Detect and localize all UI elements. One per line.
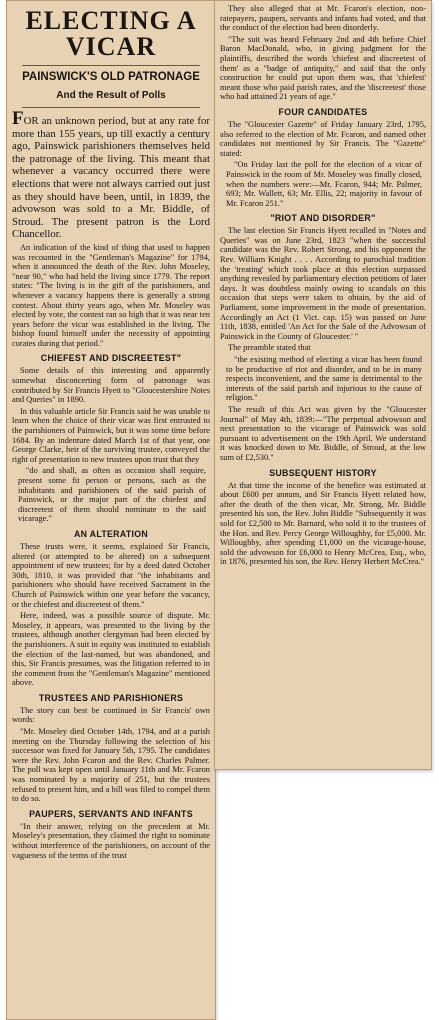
paragraph: The result of this Act was given by the "Gloucester Journal" of May 4th, 1839:—"The perpetual advowson and next presentation to the vicarage of Painswick was sold pursuant to advertisement on the 19th April. We understand it was knocked down to Mr. Biddle, of Stroud, at the low sum of £2,530." [220, 404, 426, 462]
headline: ELECTING A VICAR [25, 6, 197, 61]
left-column [6, 0, 216, 1020]
paragraph: Here, indeed, was a possible source of dispute. Mr. Moseley, it appears, was presented to the living by the trustees, although another clergyman had been elected by the parishioners. A suit in equity was instituted to establish the election of the last-named, but was abandoned, and this, Sir Francis presumes, was the litigation referred to in the comment from the "Gentleman's Magazine" mentioned above. [12, 611, 210, 688]
paragraph: The preamble stated that [228, 343, 311, 353]
paragraph: In this valuable article Sir Francis said he was unable to learn when the choice of their vicar was first entrusted to the parishioners of Painswick, but it was some time before 1684. By an indenture dated March 1st of that year, one George Clarke, heir of the surviving trustee, conveyed the right of presentation to new trustees upon trust that they [12, 406, 210, 464]
paragraph: "In their answer, relying on the precedent at Mr. Moseley's presentation, they claimed the right to nominate without interference of the parishioners, on account of the vagueness of the terms of the trust [12, 821, 210, 860]
drop-cap: F [12, 108, 24, 129]
paragraph: These trusts were, it seems, explained Sir Francis, altered (or attempted to be altered) on a subsequent appointment of new trustees; for by a deed dated October 30th, 1810, it was provided that "the inhabitants and parishioners who should have received Sacrament in the Church of Painswick within one year before the vacancy, or the chiefest and discreetest of them." [12, 541, 210, 609]
paragraph: They also alleged that at Mr. Fcaron's election, non-ratepayers, paupers, servants and infants had voted, and that the conduct of the election had been disorderly. [220, 4, 426, 33]
paragraph: The story can best be continued in Sir Francis' own words: [12, 705, 210, 725]
lead-text: OR an unknown period, but at any rate for more than 155 years, up till exactly a century ago, Painswick parishioners themselves held the patronage of the living. This meant that whenever a vacancy occurred there were elections that were not always carried out just as they should have been, until, in 1839, the advowson was sold to a Mr. Biddle, of Stroud. The present patron is the Lord Chancellor. [12, 115, 210, 241]
paragraph: At that time the income of the benefice was estimated at about £600 per annum, and Sir Francis Hyett related how, after the death of the then vicar, Mr. Strong, Mr. Biddle presented his son, the Rev. John Biddle "Subsequently it was sold for £2,500 to Mr. Barnard, who sold it to the trustees of the Hon. and Rev. Percy George Willoughby, for £5,000. Mr. Willoughby, after spending £1,000 on the vicarage-house, sold the advowson for £6,000 to Henry McCrea, Esq., who, in 1876, presented his son, the Rev. Henry Herbert McCrea." [220, 480, 426, 567]
paragraph: "The suit was heard February 2nd and 4th before Chief Baron MacDonald, who, in giving judgment for the plaintiffs, described the words 'chiefest and discreetest of them' as a "badge of antiquity," and said that the only construction he could put upon them was, that 'chiefest' meant those who paid parish rates, and the 'discreetest' those who had attained 21 years of age." [220, 34, 426, 102]
subheadline: PAINSWICK'S OLD PATRONAGE [22, 71, 200, 83]
section-heading-riot: "RIOT AND DISORDER" [270, 213, 376, 224]
clipping-left-column [6, 0, 216, 1020]
paragraph: The last election Sir Francis Hyett recalled in "Notes and Queries" was on June 23rd, 1823 "when the successful candidate was the Rev. Robert Strong, and his opponent the Rev. William Knight . . . . According to parochial tradition the 'treating' which took place at this election surpassed anything revealed by parliamentary election petitions of later days. It was doubtless mainly owing to scandals on this occasion that steps were taken to obtain, by the aid of Parliament, some improvement in the mode of presentation. Accordingly an Act (1 Vict. cap. 15) was passed on June 11th, 1838, entitled 'An Act for the Sale of the Advowsan of Painswick in the County of Gloucester.' " [220, 226, 426, 341]
quotation: "do and shall, as often as occasion shall require, present some fit person or persons, such as the inhabitants and parishioners of the said parish of Painswick, or the major part of the chiefest and discreetest of them should nominate to the said vicarage." [18, 466, 206, 524]
section-heading-four-candidates: FOUR CANDIDATES [278, 106, 368, 117]
lead-paragraph [12, 108, 210, 241]
divider [22, 65, 200, 66]
section-heading-paupers: PAUPERS, SERVANTS AND INFANTS [29, 808, 193, 819]
section-heading-chiefest: CHIEFEST AND DISCREETEST" [40, 353, 182, 364]
paragraph: "Mr. Moseley died October 14th, 1794, and at a parish meeting on the Thursday following the selection of his successor was fixed for January 5th, 1795. The candidates were the Rev. John Fcaron and the Rev. Charles Palmer. The poll was kept open until January 11th and Mr. Fcaron was nominated by a majority of 251, but the trustees refused to present him, and a bill was filed to compel them to do so. [12, 727, 210, 804]
section-heading-history: SUBSEQUENT HISTORY [269, 467, 377, 478]
section-heading-alteration: AN ALTERATION [73, 528, 149, 539]
clipping-right-column [214, 0, 432, 770]
right-column [214, 0, 432, 770]
quotation: "On Friday last the poll for the election of a vicar of Painswick in the room of Mr. Moseley was finally closed, when the numbers were:—Mr. Fcaron, 944; Mr. Palmer, 693; Mr. Wallett, 63; Mr. Ellis, 22; majority in favour of Mr. Fcaron 251." [226, 160, 422, 208]
quotation: "the existing method of electing a vicar has been found to be productive of riot and disorder, and to be in many respects inconvenient, and the same is detrimental to the interests of the said parish and injurious to the cause of religion." [226, 355, 422, 403]
paragraph: Some details of this interesting and apparently somewhat disconcerting form of patronage was contributed by Sir Francis Hyett to "Gloucestershire Notes and Queries" in 1890. [12, 366, 210, 405]
section-heading-trustees: TRUSTEES AND PARISHIONERS [38, 692, 184, 703]
divider [22, 107, 200, 108]
paragraph: An indication of the kind of thing that used to happen was recounted in the "Gentleman's Magazine" for 1794, when it announced the death of the Rev. John Moseley, "near 90," who had held the living since 1779. The report states: "The living is in the gift of the parishioners, and whenever a vacancy happens there is generally a strong contest. About thirty years ago, when Mr. Moseley was elected by vote, the contest ran so high that it was near ten years before the vicar was established in the living. The bishop found himself under the necessity of appointing curates during that period." [12, 242, 210, 348]
paragraph: The "Gloucester Gazette" of Friday January 23rd, 1795, also referred to the election of Mr. Fcaron, and named other candidates not mentioned by Sir Francis. The "Gazette" stated: [220, 119, 426, 158]
deck: And the Result of Polls [56, 90, 166, 101]
